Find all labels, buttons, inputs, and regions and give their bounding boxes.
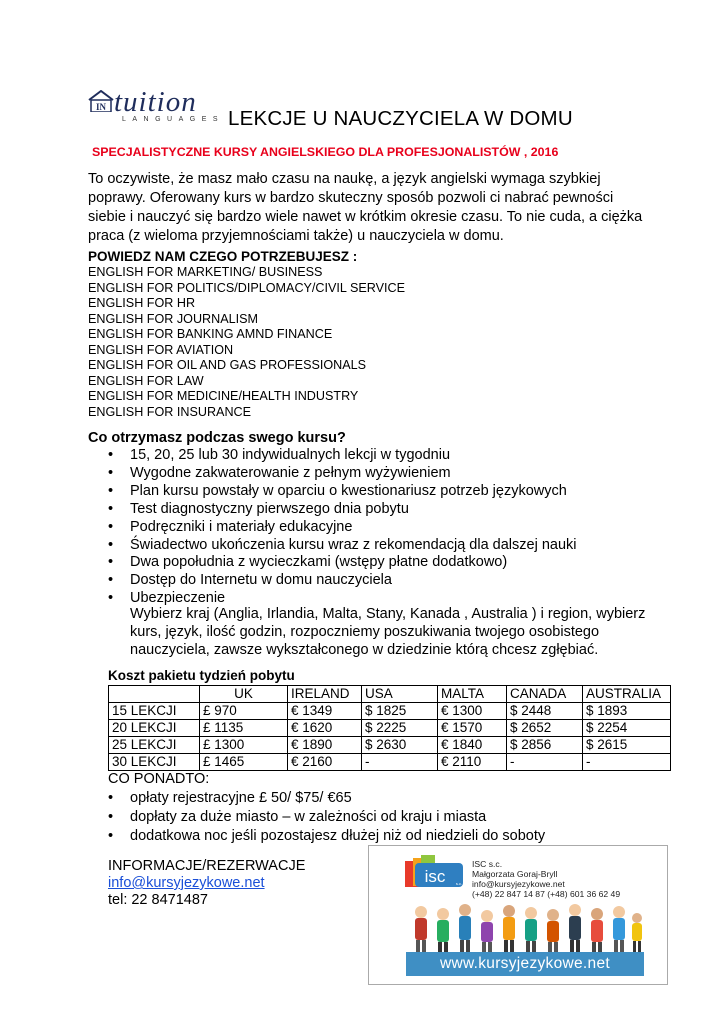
table-cell: $ 2652	[507, 720, 583, 737]
needs-item: ENGLISH FOR OIL AND GAS PROFESSIONALS	[88, 358, 367, 372]
table-cell: £ 1300	[200, 737, 288, 754]
benefit-item: • Ubezpieczenie	[108, 590, 577, 608]
banner-person: Małgorzata Goraj-Bryll	[472, 869, 558, 879]
table-row	[109, 720, 671, 737]
banner-phones: (+48) 22 847 14 87 (+48) 601 36 62 49	[472, 889, 621, 899]
table-cell: € 1570	[438, 720, 507, 737]
needs-list	[88, 265, 405, 420]
people-illustration	[407, 900, 645, 954]
in-logo-icon	[88, 90, 114, 112]
table-header-cell: USA	[362, 686, 438, 703]
benefit-item: • Dwa popołudnia z wycieczkami (wstępy płatne dodatkowo)	[108, 554, 577, 572]
isc-logo-text: isc	[424, 867, 446, 886]
price-table	[108, 685, 671, 771]
table-header-cell: AUSTRALIA	[583, 686, 671, 703]
table-cell: € 1890	[288, 737, 362, 754]
table-header-cell: CANADA	[507, 686, 583, 703]
table-cell: 20 LEKCJI	[109, 720, 200, 737]
banner-card-text	[472, 859, 620, 899]
needs-item: ENGLISH FOR INSURANCE	[88, 404, 252, 419]
choose-paragraph: Wybierz kraj (Anglia, Irlandia, Malta, Stany, Kanada , Australia ) i region, wybierz kurs, język, ilość godzin, rozpoczniemy poszukiwania twojego osobistego nauczyciela, zawsze wykształconego w dziedzinie którą chcesz zgłębiać.	[130, 606, 646, 658]
table-cell: 15 LEKCJI	[109, 703, 200, 720]
table-row	[109, 754, 671, 771]
logo-main-text: tuition	[114, 86, 197, 118]
needs-item: ENGLISH FOR AVIATION	[88, 342, 234, 357]
table-cell: -	[362, 754, 438, 771]
banner-company: ISC s.c.	[472, 859, 503, 869]
banner-email: info@kursyjezykowe.net	[472, 879, 565, 889]
needs-item: ENGLISH FOR POLITICS/DIPLOMACY/CIVIL SERVICE	[88, 280, 406, 295]
table-cell: $ 2856	[507, 737, 583, 754]
table-cell: € 1349	[288, 703, 362, 720]
benefit-item: • Test diagnostyczny pierwszego dnia pobytu	[108, 501, 577, 519]
table-header-row	[109, 686, 671, 703]
table-cell: -	[583, 754, 671, 771]
table-header-cell: MALTA	[438, 686, 507, 703]
table-header-cell: IRELAND	[288, 686, 362, 703]
table-row	[109, 703, 671, 720]
table-cell: € 2160	[288, 754, 362, 771]
table-cell: £ 1135	[200, 720, 288, 737]
pricing-heading: Koszt pakietu tydzień pobytu	[108, 668, 295, 683]
table-cell: $ 1825	[362, 703, 438, 720]
needs-item: ENGLISH FOR HR	[88, 296, 196, 310]
contact-phone: tel: 22 8471487	[108, 892, 208, 908]
isc-logo-sub: s.c.	[455, 881, 463, 886]
needs-item: ENGLISH FOR JOURNALISM	[88, 311, 259, 326]
contact-label: INFORMACJE/REZERWACJE	[108, 858, 306, 874]
tuition-logo	[88, 86, 225, 128]
table-cell: 25 LEKCJI	[109, 737, 200, 754]
page-subtitle: SPECJALISTYCZNE KURSY ANGIELSKIEGO DLA PROFESJONALISTÓW , 2016	[92, 145, 559, 159]
table-cell: $ 2254	[583, 720, 671, 737]
table-cell: £ 1465	[200, 754, 288, 771]
table-cell: $ 1893	[583, 703, 671, 720]
table-cell: € 1620	[288, 720, 362, 737]
table-header-cell	[109, 686, 200, 703]
table-cell: $ 2630	[362, 737, 438, 754]
extra-item: • dodatkowa noc jeśli pozostajesz dłużej niż od niedzieli do soboty	[108, 827, 545, 846]
needs-item: ENGLISH FOR MEDICINE/HEALTH INDUSTRY	[88, 389, 359, 403]
needs-item: ENGLISH FOR MARKETING/ BUSINESS	[88, 265, 323, 279]
table-cell: 30 LEKCJI	[109, 754, 200, 771]
logo-sub-text: LANGUAGES	[122, 116, 225, 123]
isc-logo	[405, 855, 469, 895]
contact-email-link[interactable]: info@kursyjezykowe.net	[108, 875, 265, 891]
table-cell: € 2110	[438, 754, 507, 771]
table-cell: £ 970	[200, 703, 288, 720]
extra-item: • opłaty rejestracyjne £ 50/ $75/ €65	[108, 789, 545, 808]
table-cell: $ 2448	[507, 703, 583, 720]
contact-block	[108, 858, 305, 909]
table-cell: -	[507, 754, 583, 771]
needs-heading: POWIEDZ NAM CZEGO POTRZEBUJESZ :	[88, 249, 358, 264]
banner-url[interactable]: www.kursyjezykowe.net	[406, 952, 644, 976]
benefit-item: • 15, 20, 25 lub 30 indywidualnych lekcji w tygodniu	[108, 447, 577, 465]
benefit-item: • Dostęp do Internetu w domu nauczyciela	[108, 572, 577, 590]
table-cell: € 1840	[438, 737, 507, 754]
course-heading: Co otrzymasz podczas swego kursu?	[88, 430, 346, 446]
table-row	[109, 737, 671, 754]
benefit-item: • Plan kursu powstały w oparciu o kwestionariusz potrzeb językowych	[108, 483, 577, 501]
benefit-item: • Podręczniki i materiały edukacyjne	[108, 519, 577, 537]
benefit-item: • Świadectwo ukończenia kursu wraz z rekomendacją dla dalszej nauki	[108, 537, 577, 555]
extras-list	[108, 789, 545, 846]
table-cell: $ 2225	[362, 720, 438, 737]
extra-item: • dopłaty za duże miasto – w zależności od kraju i miasta	[108, 808, 545, 827]
needs-item: ENGLISH FOR BANKING AMND FINANCE	[88, 327, 333, 341]
course-benefits-list	[108, 447, 577, 608]
intro-paragraph: To oczywiste, że masz mało czasu na naukę, a język angielski wymaga szybkiej poprawy. Oferowany kurs w bardzo skuteczny sposób pozwoli ci nabrać pewności siebie i nauczyć się bardzo wiele nawet w krótkim okresie czasu. To nie cuda, a ciężka praca (z wieloma przyjemnościami także) u nauczyciela w domu.	[88, 171, 643, 244]
benefit-item: • Wygodne zakwaterowanie z pełnym wyżywieniem	[108, 465, 577, 483]
extras-heading: CO PONADTO:	[108, 771, 210, 787]
table-cell: $ 2615	[583, 737, 671, 754]
isc-banner	[368, 845, 668, 985]
needs-item: ENGLISH FOR LAW	[88, 373, 204, 388]
table-header-cell: UK	[200, 686, 288, 703]
table-cell: € 1300	[438, 703, 507, 720]
logo-in-text: IN	[95, 102, 107, 112]
page-title: LEKCJE U NAUCZYCIELA W DOMU	[228, 107, 573, 130]
